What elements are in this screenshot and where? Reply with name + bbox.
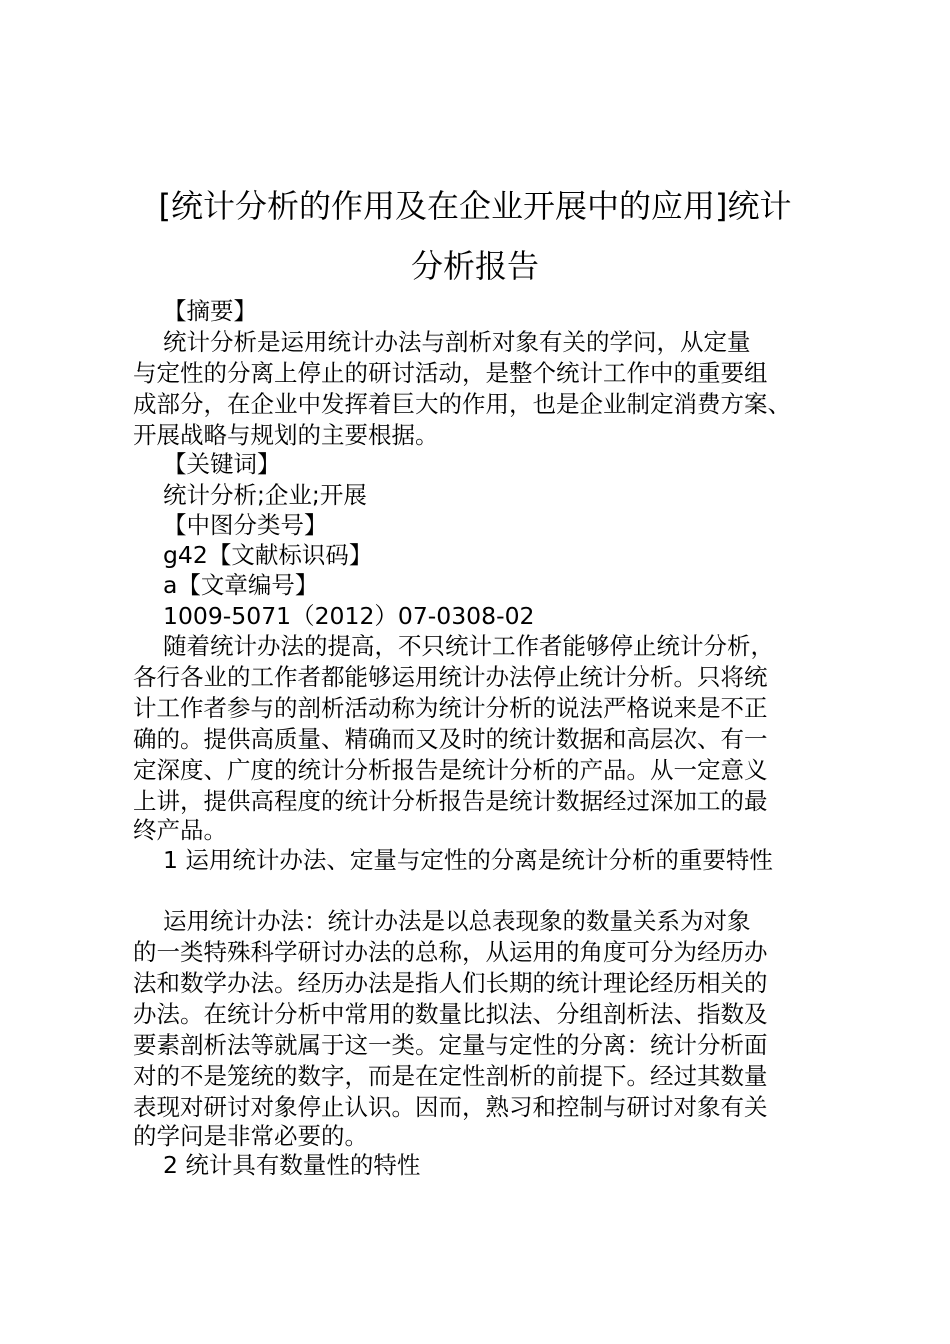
body-line: 上讲，提供高程度的统计分析报告是统计数据经过深加工的最 bbox=[133, 787, 768, 815]
body-line: 要素剖析法等就属于这一类。定量与定性的分离：统计分析面 bbox=[133, 1031, 768, 1059]
abstract-heading: 【摘要】 bbox=[163, 297, 257, 325]
body-line: 与定性的分离上停止的研讨活动，是整个统计工作中的重要组 bbox=[133, 359, 768, 387]
body-line: 开展战略与规划的主要根据。 bbox=[133, 421, 439, 449]
body-line: 办法。在统计分析中常用的数量比拟法、分组剖析法、指数及 bbox=[133, 1000, 768, 1028]
document-code-line: a【文章编号】 bbox=[163, 571, 319, 599]
body-line: 法和数学办法。经历办法是指人们长期的统计理论经历相关的 bbox=[133, 969, 768, 997]
body-line: 定深度、广度的统计分析报告是统计分析的产品。从一定意义 bbox=[133, 756, 768, 784]
body-line: 随着统计办法的提高，不只统计工作者能够停止统计分析， bbox=[163, 632, 774, 660]
document-title-line-1: [统计分析的作用及在企业开展中的应用]统计 bbox=[158, 187, 792, 225]
body-line: 的一类特殊科学研讨办法的总称，从运用的角度可分为经历办 bbox=[133, 938, 768, 966]
body-line: 各行各业的工作者都能够运用统计办法停止统计分析。只将统 bbox=[133, 663, 768, 691]
body-line: 的学问是非常必要的。 bbox=[133, 1122, 368, 1150]
article-number: 1009-5071（2012）07-0308-02 bbox=[163, 602, 535, 630]
body-line: 终产品。 bbox=[133, 816, 227, 844]
keywords-text: 统计分析;企业;开展 bbox=[163, 481, 367, 509]
section-heading-2: 2 统计具有数量性的特性 bbox=[163, 1151, 421, 1179]
document-title-line-2: 分析报告 bbox=[410, 247, 539, 285]
body-line: 计工作者参与的剖析活动称为统计分析的说法严格说来是不正 bbox=[133, 694, 768, 722]
body-line: 对的不是笼统的数字，而是在定性剖析的前提下。经过其数量 bbox=[133, 1062, 768, 1090]
classification-line: g42【文献标识码】 bbox=[163, 541, 373, 569]
body-line: 成部分，在企业中发挥着巨大的作用，也是企业制定消费方案、 bbox=[133, 390, 791, 418]
body-line: 表现对研讨对象停止认识。因而，熟习和控制与研讨对象有关 bbox=[133, 1093, 768, 1121]
section-heading-1: 1 运用统计办法、定量与定性的分离是统计分析的重要特性 bbox=[163, 846, 773, 874]
body-line: 确的。提供高质量、精确而又及时的统计数据和高层次、有一 bbox=[133, 725, 768, 753]
classification-heading: 【中图分类号】 bbox=[163, 511, 328, 539]
keywords-heading: 【关键词】 bbox=[163, 450, 281, 478]
body-line: 统计分析是运用统计办法与剖析对象有关的学问，从定量 bbox=[163, 328, 751, 356]
body-line: 运用统计办法：统计办法是以总表现象的数量关系为对象 bbox=[163, 907, 751, 935]
